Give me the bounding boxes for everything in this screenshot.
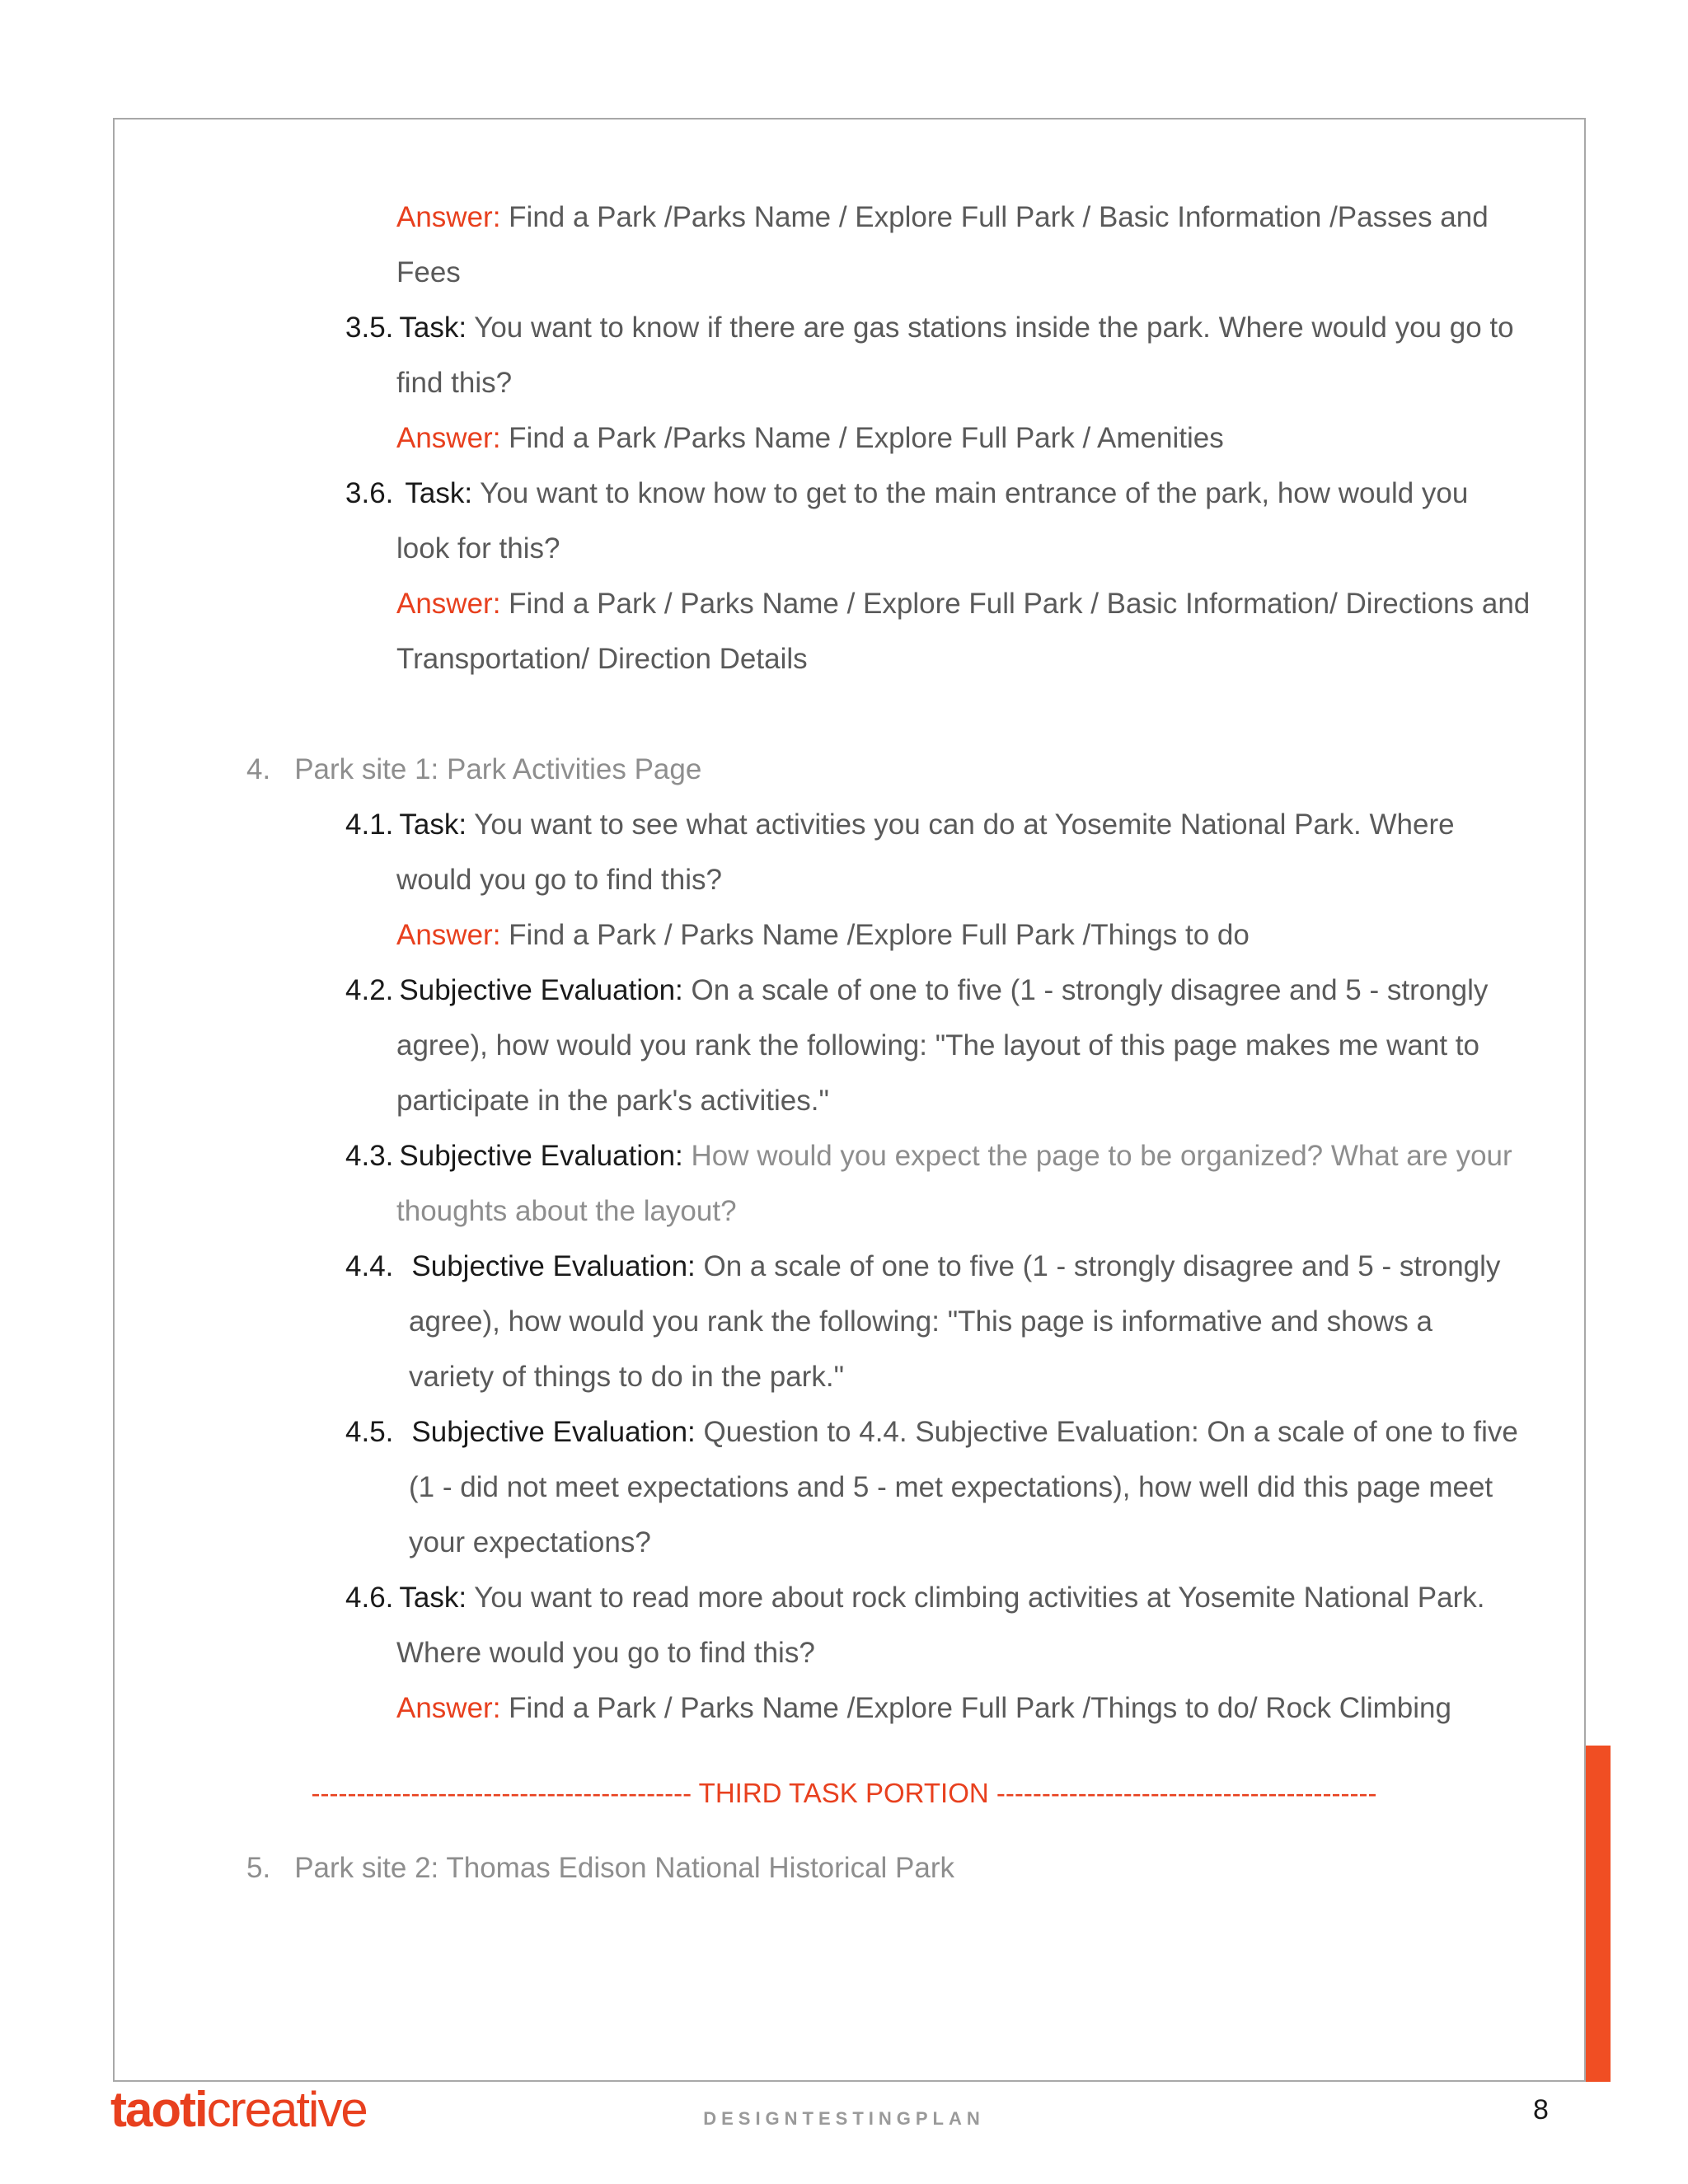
item-number: 4.6. (345, 1582, 394, 1614)
answer-text: Find a Park /Parks Name / Explore Full Park / Amenities (500, 422, 1224, 454)
item-continuation: agree), how would you rank the following: "This page is informative and shows a (409, 1305, 1432, 1338)
item-text: On a scale of one to five (1 - strongly disagree and 5 - strongly (695, 1250, 1501, 1282)
answer-continuation: Transportation/ Direction Details (396, 643, 808, 675)
third-task-divider: ------------------------------------------ THIRD TASK PORTION ------------------------------------------ (311, 1778, 1377, 1808)
section-4-heading (246, 752, 701, 788)
item-3-5 (345, 310, 1514, 346)
item-3-6 (345, 476, 1468, 512)
answer-text: Find a Park / Parks Name /Explore Full Park /Things to do (500, 919, 1250, 951)
section-5-heading (246, 1850, 954, 1886)
item-continuation: agree), how would you rank the following: "The layout of this page makes me want to (396, 1029, 1479, 1062)
answer-label: Answer: (396, 1692, 501, 1724)
item-continuation: look for this? (396, 532, 560, 565)
item-4-5 (345, 1414, 1518, 1451)
answer-text: Find a Park / Parks Name /Explore Full Park /Things to do/ Rock Climbing (500, 1692, 1451, 1724)
answer-line (396, 420, 1224, 457)
item-label: Subjective Evaluation: (411, 1250, 696, 1282)
item-continuation: variety of things to do in the park." (409, 1361, 844, 1393)
item-continuation: thoughts about the layout? (396, 1195, 737, 1227)
item-number: 4.5. (345, 1416, 394, 1448)
item-number: 3.5. (345, 312, 394, 344)
item-4-1 (345, 807, 1455, 843)
answer-line (396, 586, 1530, 622)
item-number: 4.2. (345, 974, 394, 1006)
item-label: Task: (399, 312, 467, 344)
item-label: Task: (399, 1582, 467, 1614)
item-label: Task: (405, 477, 473, 509)
item-text: Question to 4.4. Subjective Evaluation: On a scale of one to five (695, 1416, 1518, 1448)
item-number: 4.1. (345, 808, 394, 841)
item-continuation: Where would you go to find this? (396, 1637, 815, 1669)
section-title: Park site 1: Park Activities Page (294, 753, 702, 785)
item-text: You want to see what activities you can do at Yosemite National Park. Where (467, 808, 1455, 841)
answer-label: Answer: (396, 422, 501, 454)
item-4-2 (345, 972, 1488, 1009)
item-continuation: your expectations? (409, 1526, 651, 1558)
item-text: You want to know how to get to the main entrance of the park, how would you (472, 477, 1469, 509)
section-number: 4. (246, 753, 271, 785)
logo-bold: taoti (110, 2082, 207, 2137)
answer-continuation: Fees (396, 256, 461, 288)
item-text: On a scale of one to five (1 - strongly disagree and 5 - strongly (682, 974, 1489, 1006)
footer-title: DESIGNTESTINGPLAN (703, 2108, 985, 2129)
answer-label: Answer: (396, 201, 501, 233)
answer-text: Find a Park / Parks Name / Explore Full Park / Basic Information/ Directions and (500, 588, 1531, 620)
item-continuation: (1 - did not meet expectations and 5 - met expectations), how well did this page meet (409, 1471, 1493, 1503)
item-label: Subjective Evaluation: (399, 1140, 683, 1172)
item-label: Subjective Evaluation: (399, 974, 683, 1006)
section-number: 5. (246, 1852, 271, 1884)
item-continuation: would you go to find this? (396, 864, 722, 896)
section-title: Park site 2: Thomas Edison National Historical Park (294, 1852, 954, 1884)
answer-line (396, 917, 1250, 954)
item-text: You want to read more about rock climbing activities at Yosemite National Park. (467, 1582, 1485, 1614)
answer-line (396, 1690, 1451, 1727)
page-number: 8 (1533, 2094, 1549, 2125)
answer-text: Find a Park /Parks Name / Explore Full Park / Basic Information /Passes and (500, 201, 1489, 233)
answer-label: Answer: (396, 588, 501, 620)
item-4-6 (345, 1580, 1484, 1616)
item-label: Subjective Evaluation: (411, 1416, 696, 1448)
item-continuation: participate in the park's activities." (396, 1085, 829, 1117)
item-text: You want to know if there are gas stations inside the park. Where would you go to (467, 312, 1514, 344)
item-number: 3.6. (345, 477, 394, 509)
item-number: 4.3. (345, 1140, 394, 1172)
item-text: How would you expect the page to be organized? What are your (682, 1140, 1512, 1172)
logo-light: creative (206, 2082, 367, 2137)
item-4-4 (345, 1249, 1500, 1285)
item-number: 4.4. (345, 1250, 394, 1282)
item-4-3 (345, 1138, 1512, 1174)
answer-line (396, 199, 1489, 236)
item-continuation: find this? (396, 367, 513, 399)
answer-label: Answer: (396, 919, 501, 951)
item-label: Task: (399, 808, 467, 841)
